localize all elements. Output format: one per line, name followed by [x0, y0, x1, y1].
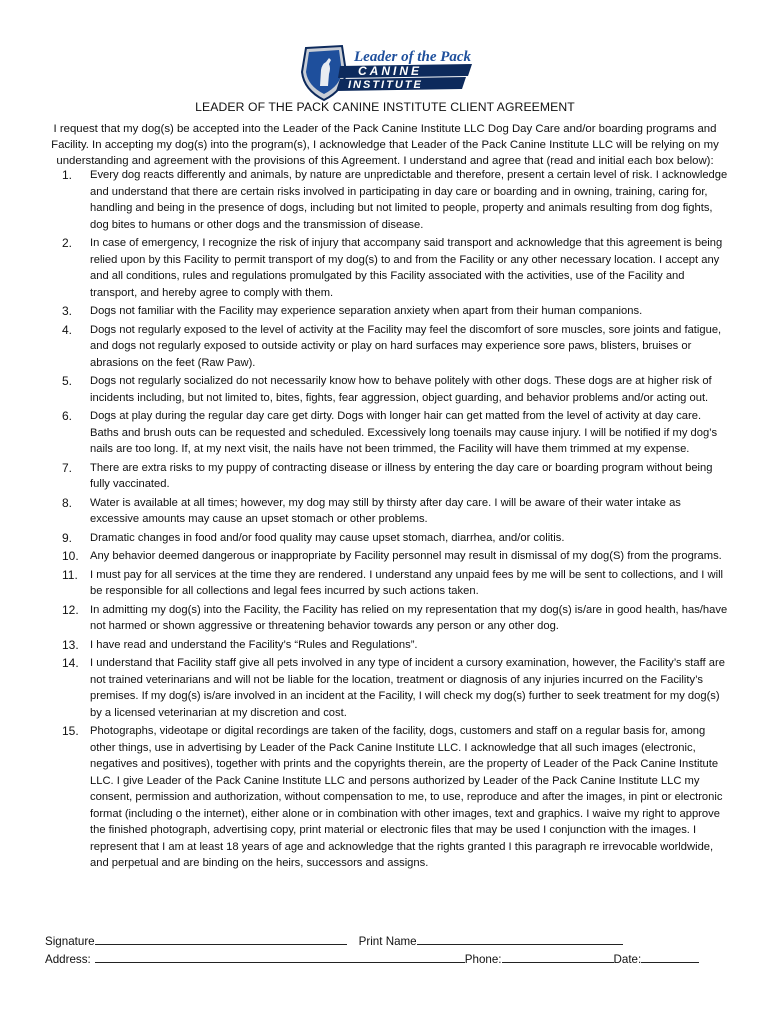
- term-number: 15.: [62, 724, 79, 738]
- term-number: 8.: [62, 495, 73, 510]
- logo-line-1: Leader of the Pack: [354, 49, 472, 65]
- term-item: [42, 602, 728, 635]
- print-name-label: Print Name: [358, 935, 417, 948]
- term-text: Dogs at play during the regular day care get dirty. Dogs with longer hair can get matted from the level of activity at day care. Baths and brush outs can be requested and scheduled. Excessively long toenails may cause injury. I will be notified if my dog’s nails are too long. If, at my next visit, the nails have not been trimmed, the Facility will have them trimmed at my expense.: [90, 410, 718, 455]
- term-number: 13.: [62, 637, 79, 652]
- date-label: Date:: [613, 953, 642, 966]
- term-item: [42, 460, 728, 493]
- term-text: Dogs not regularly exposed to the level of activity at the Facility may feel the discomfort of sore muscles, sore joints and fatigue, and dogs not regularly exposed to outside activity or play on hard surfaces may experience sore paws, blisters, bruises or abrasions on the feet (Raw Paw).: [90, 323, 722, 369]
- term-item: [42, 408, 728, 458]
- signature-row: [45, 932, 623, 948]
- term-text: Dogs not familiar with the Facility may experience separation anxiety when apart from their human companions.: [90, 305, 643, 317]
- signature-field[interactable]: [95, 932, 347, 945]
- term-text: Dogs not regularly socialized do not necessarily know how to behave politely with other dogs. These dogs are at higher risk of incidents including, but not limited to, bites, fights, fear aggression, object guarding, and behavior problems and/or acting out.: [90, 375, 712, 404]
- term-item: [42, 655, 728, 721]
- term-item: [42, 530, 728, 547]
- term-item: [42, 567, 728, 600]
- term-text: In admitting my dog(s) into the Facility, the Facility has relied on my representation that my dog(s) is/are in good health, has/have not harmed or shown aggressive or threatening behavior towards any person or any other dog.: [90, 603, 728, 632]
- address-field[interactable]: [95, 950, 465, 963]
- address-row: [45, 950, 699, 966]
- term-number: 9.: [62, 530, 73, 545]
- term-item: [42, 373, 728, 406]
- term-number: 14.: [62, 656, 79, 670]
- logo-line-3: INSTITUTE: [348, 79, 423, 91]
- term-text: There are extra risks to my puppy of contracting disease or illness by entering the day care or boarding program without being fully vaccinated.: [90, 461, 713, 490]
- term-item: [42, 637, 728, 654]
- term-number: 7.: [62, 460, 73, 475]
- terms-list: [42, 167, 728, 874]
- term-text: I understand that Facility staff give all pets involved in any type of incident a cursory examination, however, the Facility’s staff are not trained veterinarians and will not be liable for the location, treatment or diagnosis of any injuries incurred on the Facility’s premises. If my dog(s) is/are involved in an incident at the Facility, I will check my dog(s) further to seek treatment for my dog(s) by a licensed veterinarian at my discretion and cost.: [90, 657, 725, 719]
- term-item: [42, 723, 728, 872]
- date-field[interactable]: [641, 950, 699, 963]
- term-number: 4.: [62, 322, 73, 337]
- term-item: [42, 303, 728, 320]
- term-number: 2.: [62, 236, 73, 250]
- term-number: 6.: [62, 409, 73, 423]
- term-item: [42, 495, 728, 528]
- phone-label: Phone:: [464, 953, 502, 966]
- intro-paragraph: I request that my dog(s) be accepted into the Leader of the Pack Canine Institute LLC Dog Day Care and/or boarding programs and Facility. In accepting my dog(s) into the program(s), I acknowledge that Leader of the Pack Canine Institute LLC will be relying on my understanding and agreement with the provisions of this Agreement. I understand and agree that (read and initial each box below):: [51, 123, 719, 167]
- logo-line-2: CANINE: [358, 64, 423, 78]
- term-text: Photographs, videotape or digital recordings are taken of the facility, dogs, customers and staff on a regular basis for, among other things, use in advertising by Leader of the Pack Canine Institute LLC. I acknowledge that all such images (electronic, negatives and positives), together with prints and the copyrights therein, are the property of Leader of the Pack Canine Institute LLC. I give Leader of the Pack Canine Institute LLC and persons authorized by Leader of the Pack Canine Institute LLC my consent, permission and authorization, without compensation to me, to use, reproduce and after the images, in pint or electronic format (including o the internet), either alone or in combination with other images, text and graphics. I waive my right to approve the finished photograph, advertising copy, print material or electronic files that may be used I conjunction with the images. I represent that I am at least 18 years of age and acknowledge that the rights granted I this paragraph re irrevocable worldwide, and perpetual and are binding on the heirs, successors and assigns.: [90, 725, 723, 869]
- term-text: Dramatic changes in food and/or food quality may cause upset stomach, diarrhea, and/or colitis.: [90, 531, 565, 544]
- term-text: Any behavior deemed dangerous or inappropriate by Facility personnel may result in dismissal of my dog(S) from the programs.: [90, 550, 722, 562]
- term-text: In case of emergency, I recognize the risk of injury that accompany said transport and acknowledge that this agreement is being relied upon by this Facility to permit transport of my dog(s) to and from the Facility or any other necessary location. I accept any and all conditions, rules and regulations promulgated by this Facility associated with the activities, use of the Facility and transport, and hereby agree to comply with them.: [90, 237, 723, 299]
- term-item: [42, 548, 728, 565]
- term-number: 12.: [62, 602, 79, 617]
- document-title: LEADER OF THE PACK CANINE INSTITUTE CLIENT AGREEMENT: [195, 100, 575, 114]
- term-number: 3.: [62, 304, 73, 318]
- term-item: [42, 235, 728, 301]
- term-text: I have read and understand the Facility’s “Rules and Regulations”.: [90, 638, 418, 651]
- term-item: [42, 167, 728, 233]
- term-text: I must pay for all services at the time they are rendered. I understand any unpaid fees by me will be sent to collections, and I will be responsible for all collections and legal fees incurred by such actions taken.: [90, 568, 724, 597]
- address-label: Address:: [45, 953, 91, 966]
- signature-label: Signature: [45, 935, 95, 948]
- term-number: 11.: [62, 567, 78, 582]
- term-number: 1.: [62, 168, 73, 182]
- leader-of-the-pack-logo: [296, 42, 476, 104]
- phone-field[interactable]: [502, 950, 614, 963]
- term-text: Water is available at all times; however, my dog may still by thirsty after day care. I will be aware of their water intake as excessive amounts may cause an upset stomach or other problems.: [90, 496, 681, 525]
- term-number: 10.: [62, 549, 79, 563]
- print-name-field[interactable]: [417, 932, 623, 945]
- term-item: [42, 322, 728, 372]
- term-text: Every dog reacts differently and animals, by nature are unpredictable and therefore, present a certain level of risk. I acknowledge and understand that there are certain risks involved in participating in day care or boarding and in owning, training, caring for, handling and being in the presence of dogs, including but not limited to people, property and animals resulting from dog fights, dog bites to humans or other dogs and the transmission of disease.: [90, 169, 728, 231]
- term-number: 5.: [62, 374, 73, 388]
